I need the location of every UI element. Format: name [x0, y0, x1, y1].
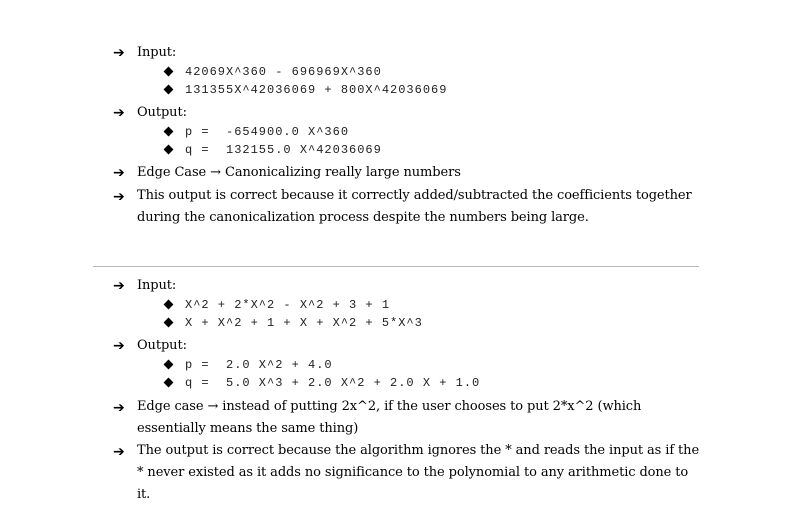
- arrow-bullet-icon: ➔: [113, 338, 125, 354]
- output-polynomial: p = 2.0 X^2 + 4.0: [185, 358, 333, 372]
- input-polynomial: 131355X^42036069 + 800X^42036069: [185, 83, 448, 97]
- arrow-bullet-icon: ➔: [113, 278, 125, 294]
- arrow-bullet-icon: ➔: [113, 45, 125, 61]
- input-polynomial: X + X^2 + 1 + X + X^2 + 5*X^3: [185, 316, 423, 330]
- diamond-bullet-icon: [164, 318, 174, 328]
- output-polynomial: q = 5.0 X^3 + 2.0 X^2 + 2.0 X + 1.0: [185, 376, 481, 390]
- arrow-bullet-icon: ➔: [113, 165, 125, 181]
- arrow-bullet-icon: ➔: [113, 189, 125, 205]
- explanation-text: The output is correct because the algorithm ignores the * and reads the input as if the * never existed as it adds no significance to the polynomial to any arithmetic done to it.: [137, 443, 700, 502]
- diamond-bullet-icon: [164, 378, 174, 388]
- output-polynomial: p = -654900.0 X^360: [185, 125, 350, 139]
- input-polynomial: 42069X^360 - 696969X^360: [185, 65, 382, 79]
- input-label: Input:: [137, 45, 177, 60]
- input-label: Input:: [137, 278, 177, 293]
- arrow-bullet-icon: ➔: [113, 444, 125, 460]
- output-polynomial: q = 132155.0 X^42036069: [185, 143, 382, 157]
- output-label: Output:: [137, 105, 187, 120]
- arrow-bullet-icon: ➔: [113, 400, 125, 416]
- diamond-bullet-icon: [164, 360, 174, 370]
- explanation-text: This output is correct because it correctly added/subtracted the coefficients together during the canonicalization process despite the numbers being large.: [137, 188, 692, 225]
- edge-case-text: Edge case → instead of putting 2x^2, if the user chooses to put 2*x^2 (which essentially means the same thing): [137, 399, 642, 436]
- arrow-bullet-icon: ➔: [113, 105, 125, 121]
- output-label: Output:: [137, 338, 187, 353]
- diamond-bullet-icon: [164, 67, 174, 77]
- diamond-bullet-icon: [164, 300, 174, 310]
- diamond-bullet-icon: [164, 85, 174, 95]
- edge-case-text: Edge Case → Canonicalizing really large numbers: [137, 165, 461, 180]
- diamond-bullet-icon: [164, 145, 174, 155]
- input-polynomial: X^2 + 2*X^2 - X^2 + 3 + 1: [185, 298, 391, 312]
- diamond-bullet-icon: [164, 127, 174, 137]
- section-divider: [93, 266, 699, 267]
